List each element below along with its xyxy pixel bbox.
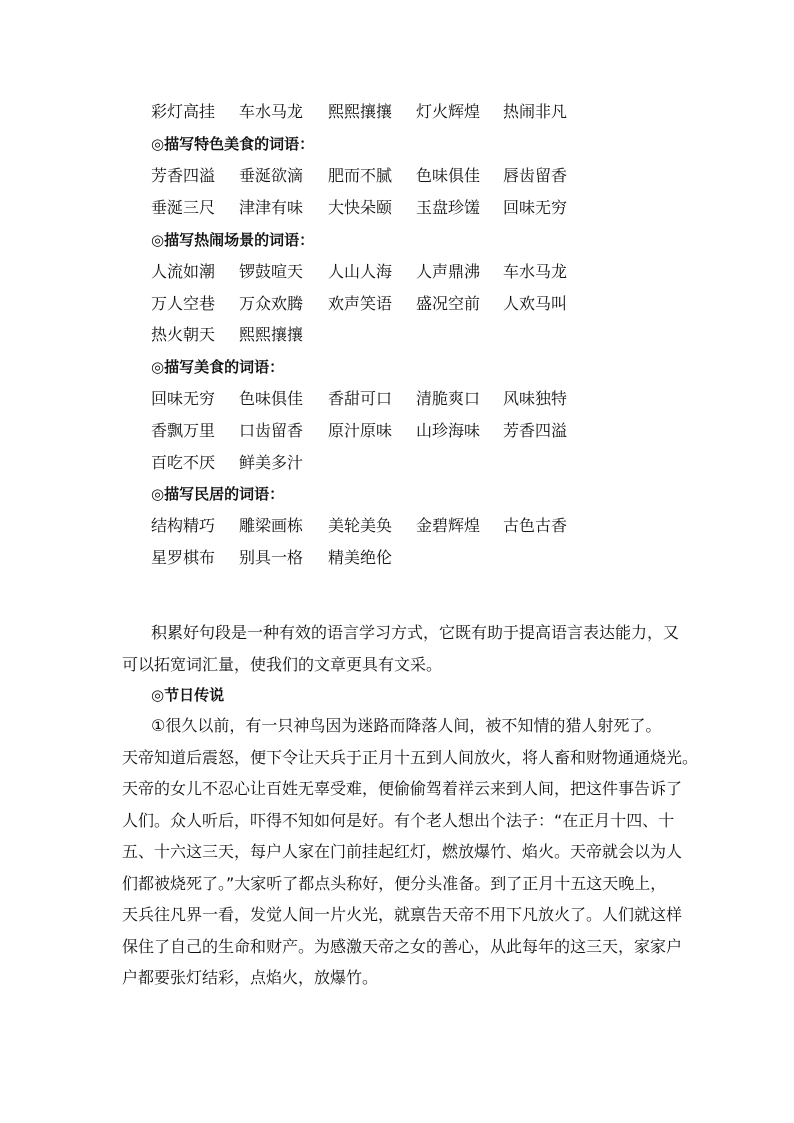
paragraph-line: 人们。众人听后，吓得不知如何是好。有个老人想出个法子：“在正月十四、十 [122, 810, 675, 830]
word: 人欢马叫 [503, 294, 568, 313]
section-heading-food: ◎描写美食的词语： [151, 358, 285, 376]
word: 山珍海味 [416, 421, 481, 440]
section-heading-lively: ◎描写热闹场景的词语： [151, 231, 315, 249]
section-heading-legend: ◎节日传说 [151, 686, 225, 704]
word: 原汁原味 [328, 421, 393, 440]
word: 车水马龙 [239, 102, 304, 121]
word: 百吃不厌 [151, 453, 216, 472]
word: 车水马龙 [503, 262, 568, 281]
paragraph-line: 积累好句段是一种有效的语言学习方式，它既有助于提高语言表达能力，又 [151, 623, 680, 642]
word: 人流如潮 [151, 262, 216, 281]
word: 鲜美多汁 [239, 453, 304, 472]
word: 金碧辉煌 [416, 516, 481, 535]
word: 热火朝天 [151, 325, 216, 344]
word: 别具一格 [239, 548, 304, 567]
word: 锣鼓喧天 [239, 262, 304, 281]
paragraph-line: 保住了自己的生命和财产。为感激天帝之女的善心，从此每年的这三天，家家户 [122, 936, 683, 956]
paragraph-line: 天帝的女儿不忍心让百姓无辜受难，便偷偷驾着祥云来到人间，把这件事告诉了 [122, 779, 683, 798]
legend-paragraph [122, 710, 699, 994]
paragraph-line: 们都被烧死了。”大家听了都点头称好，便分头准备。到了正月十五这天晚上， [122, 873, 667, 893]
word: 彩灯高挂 [151, 102, 216, 121]
word: 美轮美奂 [328, 516, 393, 535]
paragraph-line: 天帝知道后震怒，便下令让天兵于正月十五到人间放火，将人畜和财物通通烧光。 [122, 747, 699, 767]
word: 香甜可口 [328, 389, 393, 408]
word: 风味独特 [503, 389, 568, 408]
word: 回味无穷 [151, 389, 216, 408]
word: 结构精巧 [151, 516, 216, 535]
word: 津津有味 [239, 198, 304, 217]
word: 清脆爽口 [416, 389, 481, 408]
word: 人声鼎沸 [416, 262, 481, 281]
word: 唇齿留香 [503, 166, 568, 185]
paragraph-line: 五、十六这三天，每户人家在门前挂起红灯，燃放爆竹、焰火。天帝就会以为人 [122, 842, 683, 861]
word: 欢声笑语 [328, 294, 393, 313]
word: 回味无穷 [503, 198, 568, 217]
word: 肥而不腻 [328, 166, 393, 185]
word: 口齿留香 [239, 421, 304, 440]
word: 热闹非凡 [503, 102, 568, 121]
paragraph-line: 户都要张灯结彩，点焰火，放爆竹。 [122, 968, 379, 987]
word: 垂涎三尺 [151, 198, 216, 217]
word: 万人空巷 [151, 294, 216, 313]
paragraph-line: ①很久以前，有一只神鸟因为迷路而降落人间，被不知情的猎人射死了。 [151, 716, 662, 735]
word: 人山人海 [328, 262, 393, 281]
word: 雕梁画栋 [239, 516, 304, 535]
word: 芳香四溢 [503, 421, 568, 440]
section-heading-food-special: ◎描写特色美食的词语： [151, 135, 315, 153]
section-heading-house: ◎描写民居的词语： [151, 485, 285, 503]
word: 香飘万里 [151, 421, 216, 440]
word: 熙熙攘攘 [328, 102, 393, 121]
word: 灯火辉煌 [416, 102, 481, 121]
paragraph-line: 可以拓宽词汇量，使我们的文章更具有文采。 [122, 654, 443, 674]
paragraph-line: 天兵往凡界一看，发觉人间一片火光，就禀告天帝不用下凡放火了。人们就这样 [122, 905, 683, 924]
word: 精美绝伦 [328, 548, 393, 567]
word: 万众欢腾 [239, 294, 304, 313]
word: 星罗棋布 [151, 548, 216, 567]
word: 垂涎欲滴 [239, 166, 304, 185]
word: 大快朵颐 [328, 198, 393, 217]
word: 玉盘珍馐 [416, 198, 481, 217]
word: 熙熙攘攘 [239, 325, 304, 344]
intro-paragraph [122, 617, 682, 680]
word: 色味俱佳 [416, 166, 481, 185]
word: 色味俱佳 [239, 389, 304, 408]
word: 古色古香 [503, 516, 568, 535]
word: 芳香四溢 [151, 166, 216, 185]
word: 盛况空前 [416, 294, 481, 313]
